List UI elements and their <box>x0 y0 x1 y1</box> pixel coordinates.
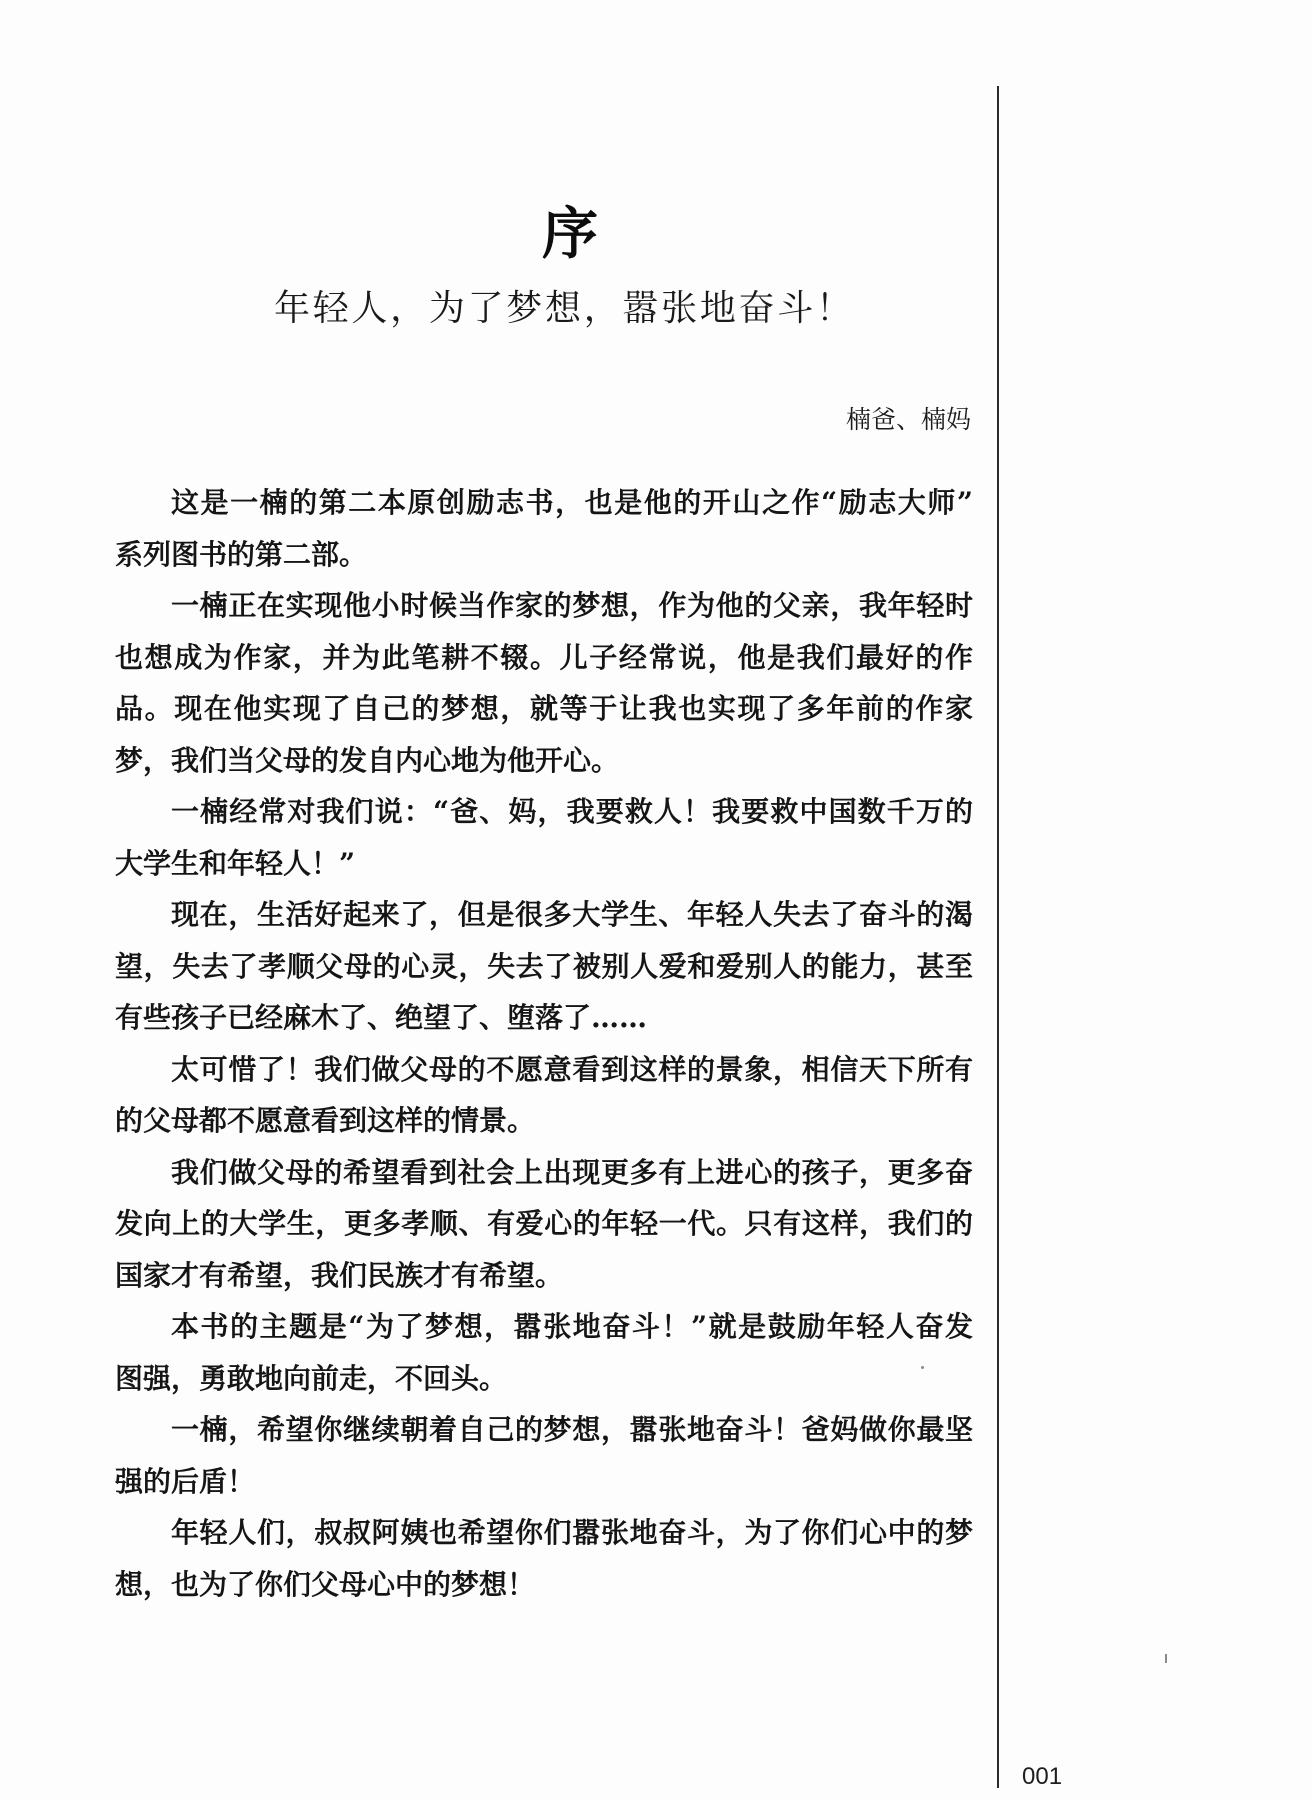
body-line: 现在，生活好起来了，但是很多大学生、年轻人失去了奋斗的渴 <box>171 898 973 931</box>
body-line: 一楠经常对我们说：“爸、妈，我要救人！我要救中国数千万的 <box>171 795 973 828</box>
body-line: 一楠正在实现他小时候当作家的梦想，作为他的父亲，我年轻时 <box>171 589 973 622</box>
paragraph <box>115 1301 973 1404</box>
body-line: 想，也为了你们父母心中的梦想！ <box>115 1567 536 1601</box>
body-line: 的父母都不愿意看到这样的情景。 <box>115 1104 536 1137</box>
body-line: 国家才有希望，我们民族才有希望。 <box>115 1258 564 1292</box>
author-line: 楠爸、楠妈 <box>845 405 971 434</box>
scan-speck <box>921 1366 924 1369</box>
chapter-title: 序 <box>542 201 598 267</box>
body-line: 有些孩子已经麻木了、绝望了、堕落了…… <box>115 1001 648 1034</box>
body-line: 图强，勇敢地向前走，不回头。 <box>115 1361 508 1395</box>
body-line: 系列图书的第二部。 <box>115 537 368 571</box>
paragraph <box>115 477 973 580</box>
body-line: 望，失去了孝顺父母的心灵，失去了被别人爱和爱别人的能力，甚至 <box>115 949 973 983</box>
chapter-subtitle: 年轻人，为了梦想，嚣张地奋斗！ <box>274 288 852 329</box>
body-line: 一楠，希望你继续朝着自己的梦想，嚣张地奋斗！爸妈做你最坚 <box>171 1413 973 1446</box>
paragraph <box>115 889 973 1044</box>
body-line: 我们做父母的希望看到社会上出现更多有上进心的孩子，更多奋 <box>171 1155 973 1189</box>
body-line: 这是一楠的第二本原创励志书，也是他的开山之作“励志大师” <box>171 486 973 519</box>
body-line: 也想成为作家，并为此笔耕不辍。儿子经常说，他是我们最好的作 <box>115 640 973 674</box>
paragraph <box>115 1404 973 1507</box>
paragraph <box>115 786 973 889</box>
body-line: 太可惜了！我们做父母的不愿意看到这样的景象，相信天下所有 <box>171 1052 973 1086</box>
paragraph <box>115 1044 973 1147</box>
body-line: 大学生和年轻人！” <box>115 846 356 880</box>
margin-rule <box>997 86 999 1788</box>
body-line: 发向上的大学生，更多孝顺、有爱心的年轻一代。只有这样，我们的 <box>115 1207 973 1240</box>
paragraph <box>115 1507 973 1610</box>
body-line: 年轻人们，叔叔阿姨也希望你们嚣张地奋斗，为了你们心中的梦 <box>171 1516 973 1549</box>
body-line: 本书的主题是“为了梦想，嚣张地奋斗！”就是鼓励年轻人奋发 <box>171 1310 973 1343</box>
body-line: 强的后盾！ <box>115 1464 256 1498</box>
page-number: 001 <box>1022 1763 1063 1790</box>
body-line: 梦，我们当父母的发自内心地为他开心。 <box>115 743 620 777</box>
paragraph <box>115 580 973 786</box>
scan-speck <box>1165 1654 1167 1663</box>
paragraph <box>115 1147 973 1302</box>
body-line: 品。现在他实现了自己的梦想，就等于让我也实现了多年前的作家 <box>115 692 973 725</box>
body-text <box>115 477 973 1610</box>
